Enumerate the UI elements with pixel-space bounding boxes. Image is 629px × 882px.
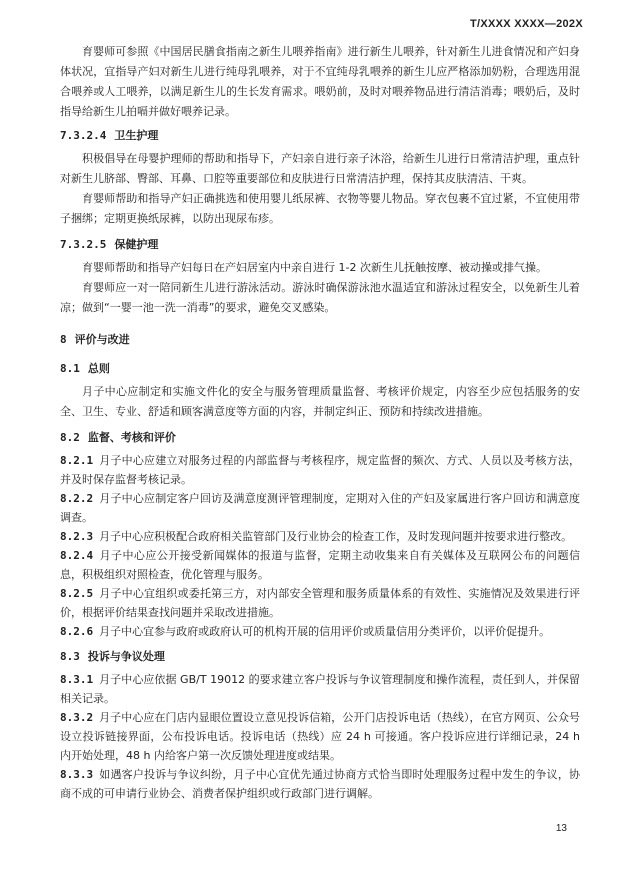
clause-8-2-2 (60, 489, 580, 527)
section-title: 评价与改进 (74, 333, 130, 346)
section-number: 7.3.2.4 (60, 129, 107, 142)
page-number: 13 (555, 823, 567, 834)
clause-number: 8.2.4 (60, 549, 94, 562)
paragraph-healthcare-1: 育婴师帮助和指导产妇每日在产妇居室内中亲自进行 1-2 次新生儿抚触按摩、被动操或排气操。 (82, 261, 547, 274)
section-heading-8-2 (60, 428, 580, 448)
section-title: 卫生护理 (114, 129, 159, 142)
paragraph-feeding: 育婴师可参照《中国居民膳食指南之新生儿喂养指南》进行新生儿喂养，针对新生儿进食情况和产妇身体状况，宜指导产妇对新生儿进行纯母乳喂养，对于不宜纯母乳喂养的新生儿应严格添加奶粉，合理选用混合喂养或人工喂养，以满足新生儿的生长发育需求。喂奶前，及时对喂养物品进行清洁消毒；喂奶后，及时指导给新生儿拍嗝并做好喂养记录。 (60, 45, 580, 118)
clause-text: 如遇客户投诉与争议纠纷，月子中心宜优先通过协商方式恰当即时处理服务过程中发生的争议，协商不成的可申请行业协会、消费者保护组织或行政部门进行调解。 (60, 768, 580, 800)
paragraph-general: 月子中心应制定和实施文件化的安全与服务管理质量监督、考核评价规定，内容至少应包括服务的安全、卫生、专业、舒适和顾客满意度等方面的内容，并制定纠正、预防和持续改进措施。 (60, 385, 580, 418)
clause-8-2-1 (60, 451, 580, 489)
section-number: 8 (60, 333, 67, 346)
clause-number: 8.2.1 (60, 454, 94, 467)
section-title: 投诉与争议处理 (87, 650, 165, 663)
section-number: 7.3.2.5 (60, 238, 107, 251)
section-heading-8 (60, 330, 580, 350)
section-title: 总则 (87, 362, 110, 375)
section-heading-7-3-2-4 (60, 126, 580, 146)
clause-number: 8.3.2 (60, 711, 94, 724)
document-body (60, 42, 580, 803)
section-number: 8.3 (60, 650, 80, 663)
clause-text: 月子中心应依据 GB/T 19012 的要求建立客户投诉与争议管理制度和操作流程，责任到人，并保留相关记录。 (60, 673, 580, 705)
clause-text: 月子中心应在门店内显眼位置设立意见投诉信箱，公开门店投诉电话（热线），在官方网页、公众号设立投诉链接界面，公布投诉电话。投诉电话（热线）应 24 h 可接通。客户投诉应进行详细记录，24 h 内开始处理，48 h 内给客户第一次反馈处理进度或结果。 (60, 711, 580, 762)
clause-8-2-6 (60, 622, 580, 641)
clause-number: 8.2.3 (60, 530, 94, 543)
clause-number: 8.2.5 (60, 587, 94, 600)
section-heading-7-3-2-5 (60, 235, 580, 255)
section-heading-8-1 (60, 359, 580, 379)
clause-text: 月子中心宜组织或委托第三方，对内部安全管理和服务质量体系的有效性、实施情况及效果进行评价，根据评价结果查找问题并采取改进措施。 (60, 587, 580, 619)
clause-number: 8.2.2 (60, 492, 94, 505)
clause-number: 8.2.6 (60, 625, 94, 638)
section-number: 8.2 (60, 431, 80, 444)
section-title: 监督、考核和评价 (87, 431, 176, 444)
clause-number: 8.3.1 (60, 673, 94, 686)
paragraph-hygiene-1: 积极倡导在母婴护理师的帮助和指导下，产妇亲自进行亲子沐浴，给新生儿进行日常清洁护理，重点针对新生儿脐部、臀部、耳鼻、口腔等重要部位和皮肤进行日常清洁护理，保持其皮肤清洁、干爽。 (60, 152, 580, 185)
clause-8-2-3 (60, 527, 580, 546)
clause-8-3-2 (60, 708, 580, 765)
clause-8-3-1 (60, 670, 580, 708)
standard-code: T/XXXX XXXX—202X (469, 18, 583, 30)
clause-number: 8.3.3 (60, 768, 94, 781)
clause-8-2-5 (60, 584, 580, 622)
clause-text: 月子中心应公开接受新闻媒体的报道与监督，定期主动收集来自有关媒体及互联网公布的问题信息，积极组织对照检查，优化管理与服务。 (60, 549, 580, 581)
section-title: 保健护理 (114, 238, 159, 251)
clause-text: 月子中心应制定客户回访及满意度测评管理制度，定期对入住的产妇及家属进行客户回访和满意度调查。 (60, 492, 580, 524)
paragraph-hygiene-2: 育婴师帮助和指导产妇正确挑选和使用婴儿纸尿裤、衣物等婴儿物品。穿衣包裹不宜过紧，不宜使用带子捆绑；定期更换纸尿裤，以防出现尿布疹。 (60, 192, 580, 225)
paragraph-healthcare-2: 育婴师应一对一陪同新生儿进行游泳活动。游泳时确保游泳池水温适宜和游泳过程安全，以免新生儿着凉；做到“一婴一池一洗一消毒”的要求，避免交叉感染。 (60, 281, 580, 314)
clause-text: 月子中心宜参与政府或政府认可的机构开展的信用评价或质量信用分类评价，以评价促提升。 (99, 625, 551, 638)
clause-8-2-4 (60, 546, 580, 584)
clause-text: 月子中心应建立对服务过程的内部监督与考核程序，规定监督的频次、方式、人员以及考核方法，并及时保存监督考核记录。 (60, 454, 580, 486)
section-heading-8-3 (60, 647, 580, 667)
clause-8-3-3 (60, 765, 580, 803)
clause-text: 月子中心应积极配合政府相关监管部门及行业协会的检查工作，及时发现问题并按要求进行整改。 (99, 530, 573, 543)
section-number: 8.1 (60, 362, 80, 375)
